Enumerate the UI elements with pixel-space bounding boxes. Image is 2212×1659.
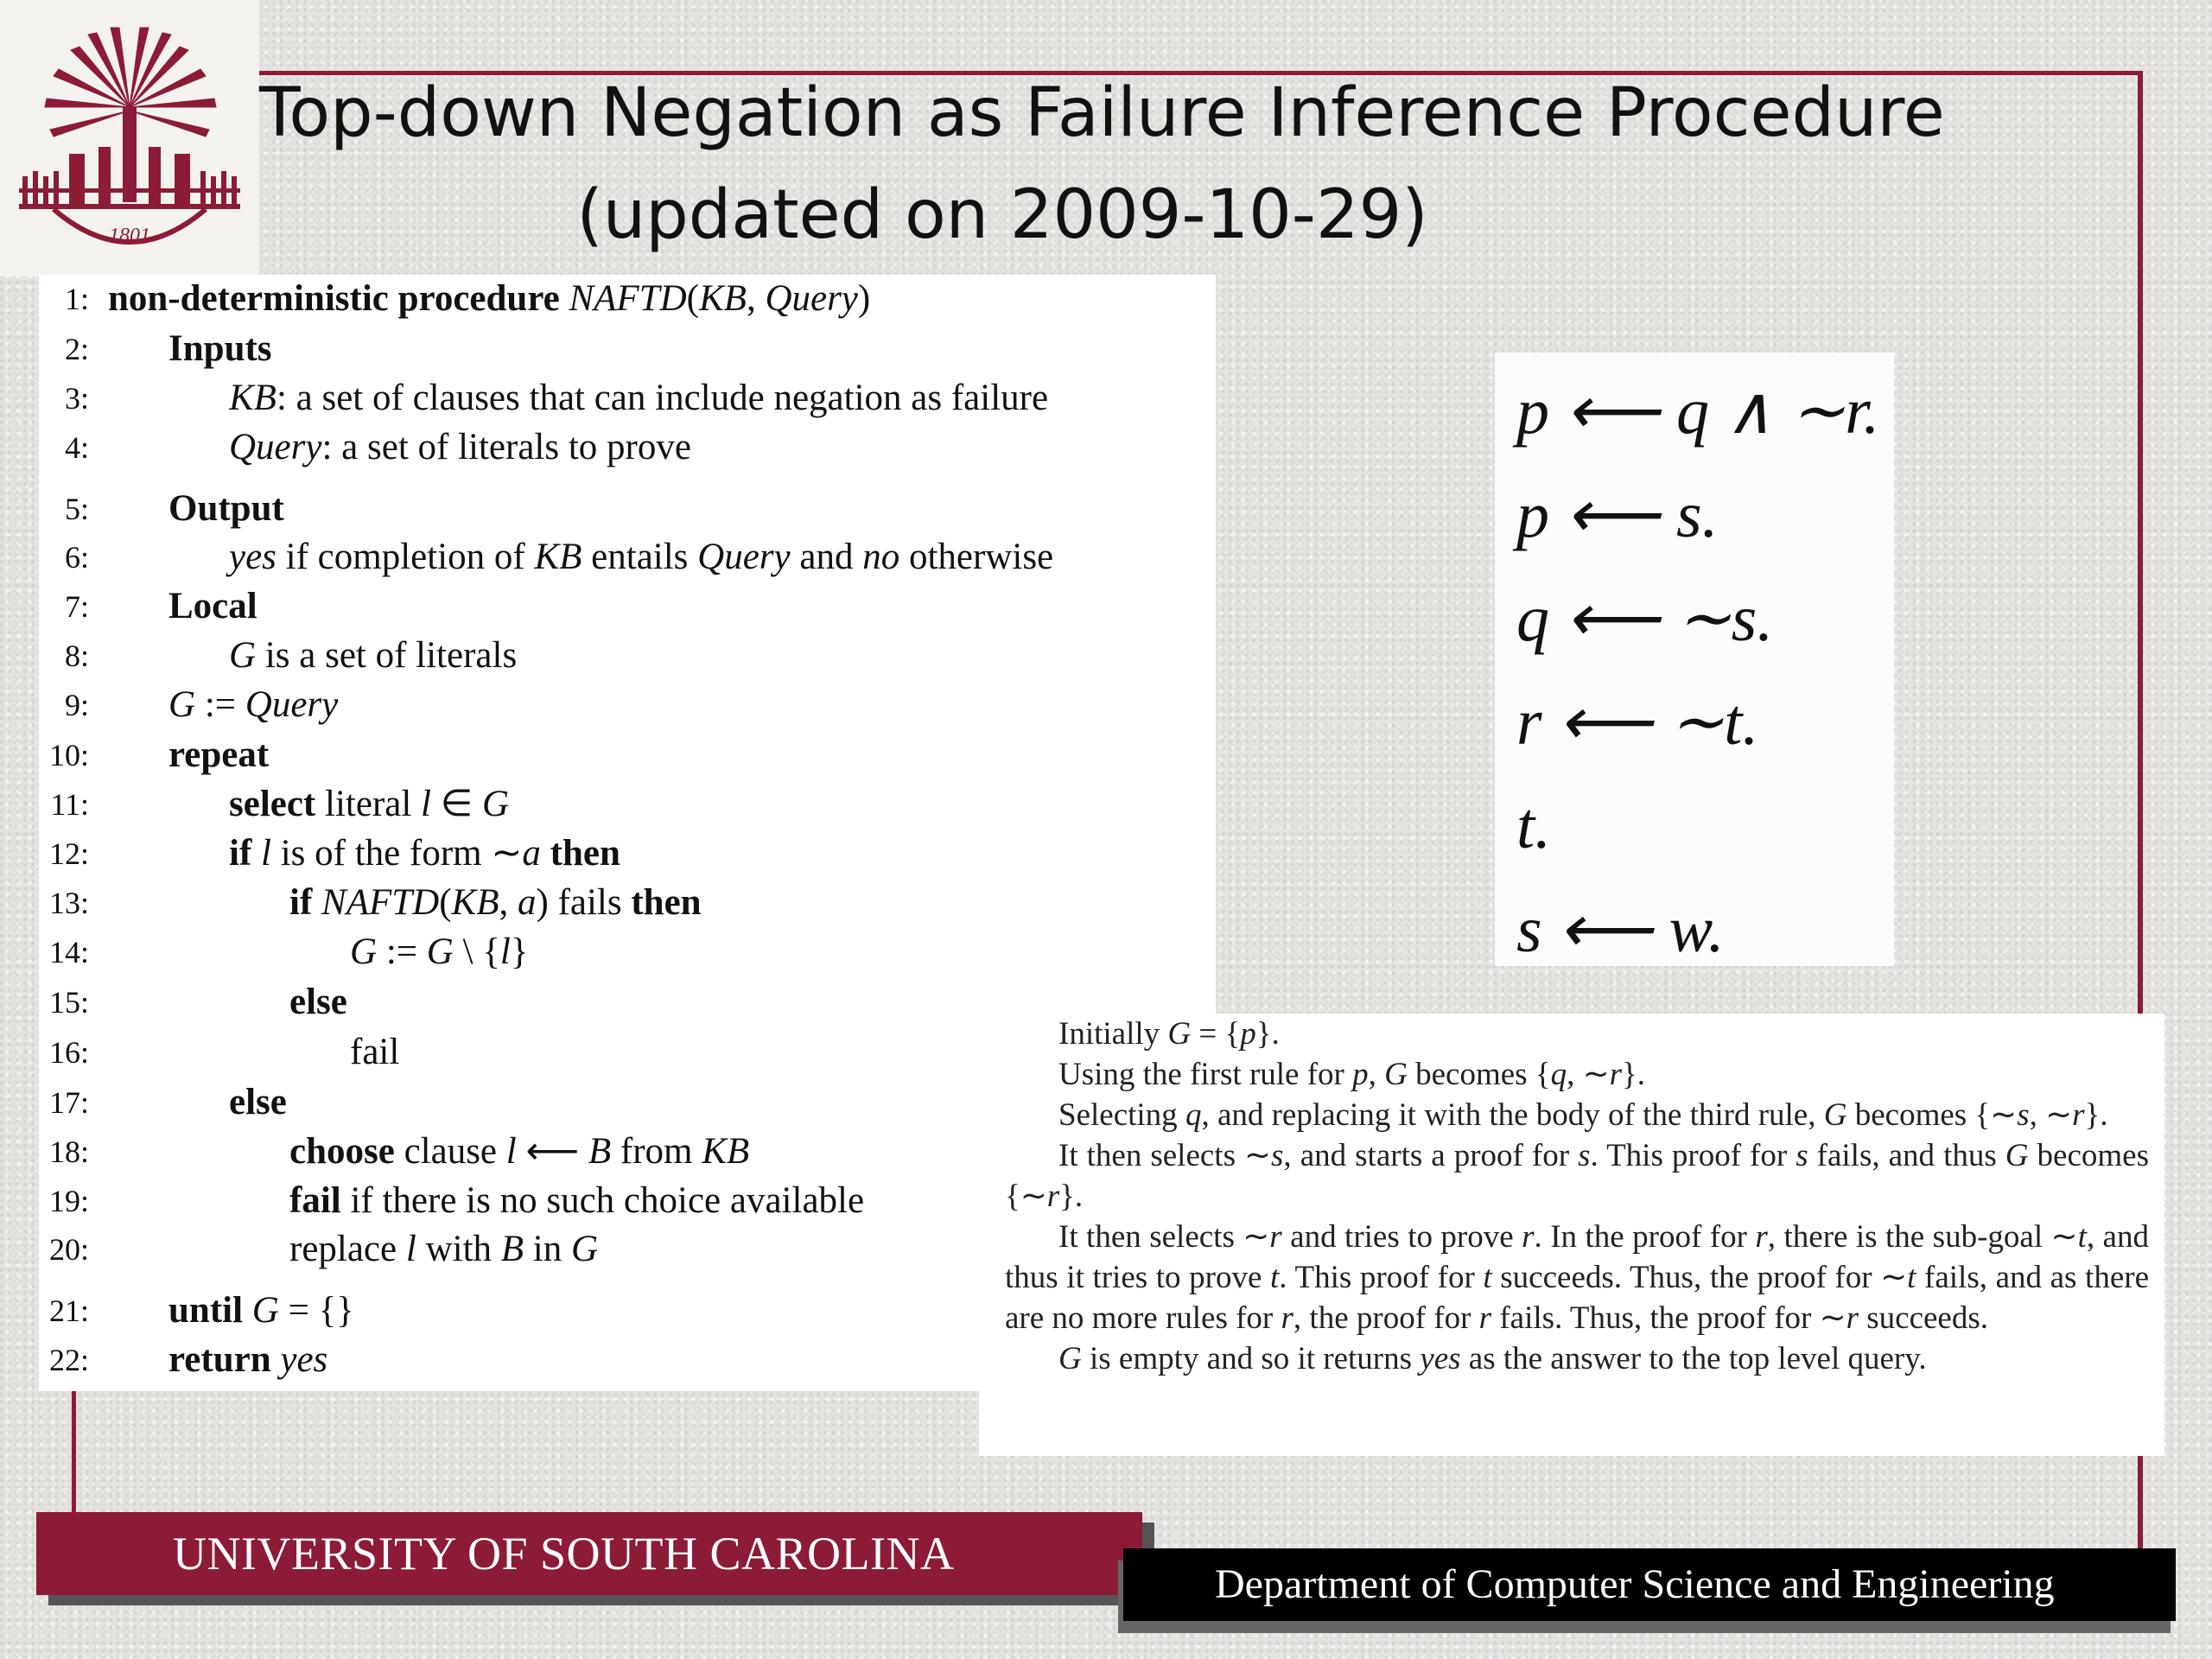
line-text: G := G \ {l} [350,931,529,972]
line-number: 8: [64,639,89,673]
line-text: yes if completion of KB entails Query and no otherwise [229,537,1054,577]
line-text: Local [168,586,257,626]
university-logo [0,0,259,276]
kb-rule: p ⟵ s. [1516,479,1719,551]
explanation-paragraph: Initially G = {p}. [1058,1016,1280,1052]
title-line-2: (updated on 2009-10-29) [576,176,1428,254]
slide-title [259,62,1945,266]
line-number: 6: [64,540,89,575]
line-text: fail [350,1032,400,1072]
kb-rule: t. [1516,790,1552,862]
line-number: 22: [48,1343,89,1377]
line-text: KB: a set of clauses that can include negation as failure [229,378,1049,418]
line-text: Inputs [168,328,272,369]
department-name: Department of Computer Science and Engineering [1215,1561,2055,1607]
line-text: else [229,1082,287,1122]
example-explanation [979,1014,2164,1456]
svg-text:1801: 1801 [109,225,150,247]
line-text: return yes [168,1339,328,1380]
kb-rule: r ⟵ ∼t. [1516,686,1759,759]
line-number: 4: [64,430,89,465]
line-text: replace l with B in G [289,1229,599,1269]
line-number: 17: [48,1085,89,1120]
line-text: G := Query [168,684,339,725]
line-number: 1: [64,282,89,316]
explanation-paragraph: Using the first rule for p, G becomes {q, ∼r}. [1058,1057,1646,1092]
line-number: 18: [48,1135,89,1169]
university-banner [36,1512,1142,1595]
line-number: 2: [64,332,89,366]
university-name: UNIVERSITY OF SOUTH CAROLINA [173,1528,955,1580]
line-text: if NAFTD(KB, a) fails then [289,882,702,923]
line-text: choose clause l ⟵ B from KB [289,1131,750,1172]
line-number: 11: [50,787,89,822]
line-number: 7: [64,589,89,624]
line-number: 5: [64,492,89,526]
line-text: G is a set of literals [229,635,518,676]
line-number: 21: [48,1294,89,1328]
line-number: 10: [48,738,89,772]
line-number: 9: [64,688,89,722]
line-number: 14: [48,935,89,969]
line-number: 12: [48,836,89,871]
department-banner [1123,1548,2176,1621]
line-text: Query: a set of literals to prove [229,427,691,467]
line-text: fail if there is no such choice available [289,1180,865,1221]
line-text: non-deterministic procedure NAFTD(KB, Query) [108,278,871,319]
line-text: if l is of the form ∼a then [229,833,620,874]
line-number: 15: [48,985,89,1020]
explanation-paragraph: It then selects ∼s, and starts a proof for s. This proof for s fails, and thus G becomes {∼r}. [1005,1138,2149,1214]
line-number: 19: [48,1184,89,1218]
kb-rule: s ⟵ w. [1516,893,1725,966]
line-number: 20: [48,1232,89,1267]
kb-rule: p ⟵ q ∧ ∼r. [1516,375,1880,448]
line-number: 16: [48,1035,89,1070]
line-text: Output [168,488,284,529]
line-text: until G = {} [168,1290,354,1331]
explanation-paragraph: G is empty and so it returns yes as the answer to the top level query. [1058,1341,1927,1376]
line-number: 3: [64,381,89,416]
line-text: select literal l ∈ G [229,784,510,824]
palmetto-seal-icon [19,24,240,266]
knowledge-base-rules [1495,353,1894,966]
line-number: 13: [48,886,89,920]
explanation-paragraph: Selecting q, and replacing it with the body of the third rule, G becomes {∼s, ∼r}. [1058,1097,2108,1133]
kb-rule: q ⟵ ∼s. [1516,582,1774,655]
line-text: repeat [168,734,270,775]
line-text: else [289,982,347,1022]
title-line-1: Top-down Negation as Failure Inference Procedure [259,74,1945,152]
explanation-paragraph: It then selects ∼r and tries to prove r. In the proof for r, there is the sub-goal ∼t, and thus it tries to prove t. This proof for t succeeds. Thus, the proof for ∼t fails, and as there are no more rules for r, the proof for r fails. Thus, the proof for ∼r succeeds. [1005,1219,2149,1336]
